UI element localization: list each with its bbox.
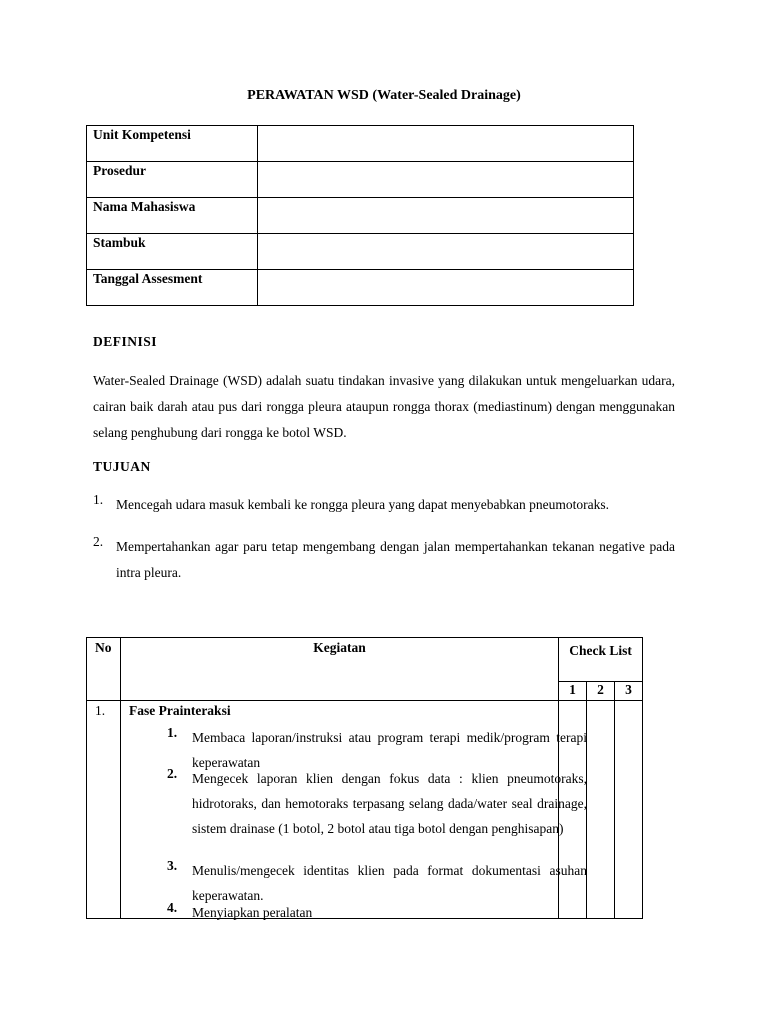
field-value-unit-kompetensi[interactable]: [258, 126, 634, 162]
table-header-row: [87, 638, 643, 682]
field-value-tanggal-assesment[interactable]: [258, 270, 634, 306]
field-label-tanggal-assesment: Tanggal Assesment: [87, 270, 258, 306]
table-row: [87, 198, 634, 234]
step-text: Membaca laporan/instruksi atau program terapi medik/program terapi keperawatan: [191, 730, 587, 770]
step-number: 1.: [166, 725, 178, 740]
step-number: 3.: [166, 858, 178, 873]
row-number: 1.: [87, 701, 121, 919]
tujuan-heading: TUJUAN: [93, 459, 151, 474]
list-text: Mempertahankan agar paru tetap mengembang dengan jalan mempertahankan tekanan negative pada intra pleura.: [116, 539, 675, 580]
header-check-1: 1: [559, 682, 587, 701]
definisi-text: Water-Sealed Drainage (WSD) adalah suatu tindakan invasive yang dilakukan untuk mengeluarkan udara, cairan baik darah atau pus dari rongga pleura ataupun rongga thorax (mediastinum) dengan menggunakan selang penghubung dari rongga ke botol WSD.: [93, 373, 675, 440]
list-number: 1.: [93, 492, 104, 507]
field-label-nama-mahasiswa: Nama Mahasiswa: [87, 198, 258, 234]
field-value-prosedur[interactable]: [258, 162, 634, 198]
field-value-stambuk[interactable]: [258, 234, 634, 270]
field-label-stambuk: Stambuk: [87, 234, 258, 270]
table-row: [87, 162, 634, 198]
field-value-nama-mahasiswa[interactable]: [258, 198, 634, 234]
list-text: Mencegah udara masuk kembali ke rongga pleura yang dapat menyebabkan pneumotoraks.: [116, 497, 609, 512]
field-label-unit-kompetensi: Unit Kompetensi: [87, 126, 258, 162]
document-title: PERAWATAN WSD (Water-Sealed Drainage): [247, 88, 521, 103]
header-check-2: 2: [587, 682, 615, 701]
list-number: 2.: [93, 534, 104, 549]
check-cell-3[interactable]: [614, 701, 642, 919]
activity-table: [86, 637, 643, 919]
step-text: Mengecek laporan klien dengan fokus data : klien pneumotoraks, hidrotoraks, dan hemotoraks terpasang selang dada/water seal drainage, sistem drainase (1 botol, 2 botol atau tiga botol dengan penghisapan): [191, 771, 587, 836]
step-number: 2.: [166, 766, 178, 781]
table-row: [87, 701, 643, 919]
phase-title: Fase Prainteraksi: [128, 703, 231, 718]
row-activities: [120, 701, 587, 920]
field-label-prosedur: Prosedur: [87, 162, 258, 198]
step-text: Menyiapkan peralatan: [191, 905, 313, 920]
table-row: [87, 270, 634, 306]
identity-table: [86, 125, 634, 306]
list-item: [93, 534, 675, 584]
step-text: Menulis/mengecek identitas klien pada format dokumentasi asuhan keperawatan.: [191, 863, 587, 903]
step-number: 4.: [166, 900, 178, 915]
header-no: No: [87, 638, 121, 701]
definisi-heading: DEFINISI: [93, 334, 158, 349]
header-kegiatan: Kegiatan: [120, 638, 558, 701]
table-row: [87, 234, 634, 270]
header-check-list: Check List: [559, 638, 643, 682]
check-cell-2[interactable]: [587, 701, 615, 919]
table-row: [87, 126, 634, 162]
header-check-3: 3: [614, 682, 642, 701]
